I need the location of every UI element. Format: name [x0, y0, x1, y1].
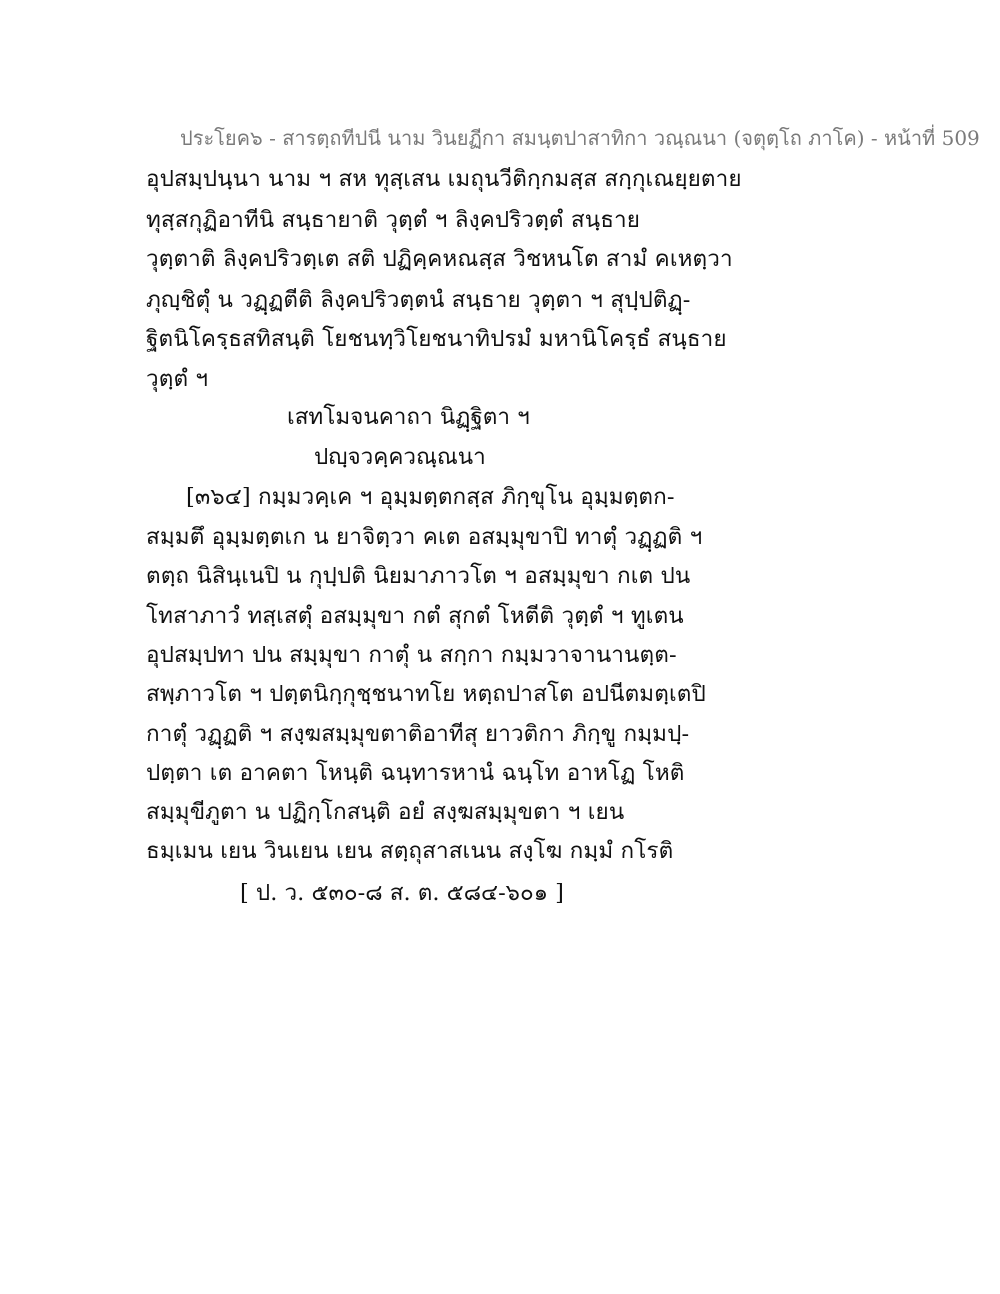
body-line: ฐิตนิโครฺธสทิสนฺติ โยชนทฺวิโยชนาทิปรมํ มหานิโครฺธํ สนฺธาย [146, 326, 727, 352]
body-line: สมฺมุขีภูตา น ปฏิกฺโกสนฺติ อยํ สงฺฆสมฺมุขตา ฯ เยน [146, 799, 625, 825]
body-line: ภุญฺชิตุํ น วฏฺฏตีติ ลิงฺคปริวตฺตนํ สนฺธาย วุตฺตา ฯ สุปฺปติฏฺ- [146, 287, 691, 313]
body-line: สมฺมตึ อุมฺมตฺตเก น ยาจิตฺวา คเต อสมฺมุขาปิ ทาตุํ วฏฺฏติ ฯ [146, 524, 703, 550]
body-line: สพฺภาวโต ฯ ปตฺตนิกฺกุชฺชนาทโย หตฺถปาสโต อปนีตมตฺเตปิ [146, 681, 706, 707]
page-header: ประโยค๖ - สารตฺถทีปนี นาม วินยฏีกา สมนฺตปาสาทิกา วณฺณนา (จตุตฺโถ ภาโค) - หน้าที่ 509 [180, 126, 980, 150]
body-line: วุตฺตํ ฯ [146, 366, 209, 392]
body-line: ตตฺถ นิสินฺเนปิ น กุปฺปติ นิยมาภาวโต ฯ อสมฺมุขา กเต ปน [146, 563, 691, 589]
body-line: อุปสมฺปทา ปน สมฺมุขา กาตุํ น สกฺกา กมฺมวาจานานตฺต- [146, 642, 677, 668]
section-subtitle: ปญฺจวคฺควณฺณนา [314, 444, 486, 470]
body-line: วุตฺตาติ ลิงฺคปริวตฺเต สติ ปฏิคฺคหณสฺส วิชหนโต สามํ คเหตฺวา [146, 246, 733, 272]
body-line: อุปสมฺปนฺนา นาม ฯ สห ทุสฺเสน เมถุนวีติกฺกมสฺส สกฺกุเณยฺยตาย [146, 166, 742, 192]
section-title: เสทโมจนคาถา นิฏฺฐิตา ฯ [287, 404, 530, 430]
body-line: ทุสฺสกุฏิอาทีนิ สนฺธายาติ วุตฺตํ ฯ ลิงฺคปริวตฺตํ สนฺธาย [146, 207, 641, 233]
reference-note: [ ป. ว. ๕๓๐-๘ ส. ต. ๕๘๔-๖๐๑ ] [240, 880, 564, 906]
body-line: ธมฺเมน เยน วินเยน เยน สตฺถุสาสเนน สงฺโฆ กมฺมํ กโรติ [146, 838, 674, 864]
body-line: กาตุํ วฏฺฏติ ฯ สงฺฆสมฺมุขตาติอาทีสุ ยาวติกา ภิกฺขู กมฺมปฺ- [146, 721, 690, 747]
body-line: [๓๖๔] กมฺมวคฺเค ฯ อุมฺมตฺตกสฺส ภิกฺขุโน อุมฺมตฺตก- [186, 484, 675, 510]
body-line: ปตฺตา เต อาคตา โหนฺติ ฉนฺทารหานํ ฉนฺโท อาหโฏ โหติ [146, 760, 685, 786]
body-line: โทสาภาวํ ทสฺเสตุํ อสมฺมุขา กตํ สุกตํ โหตีติ วุตฺตํ ฯ ทูเตน [146, 603, 684, 629]
